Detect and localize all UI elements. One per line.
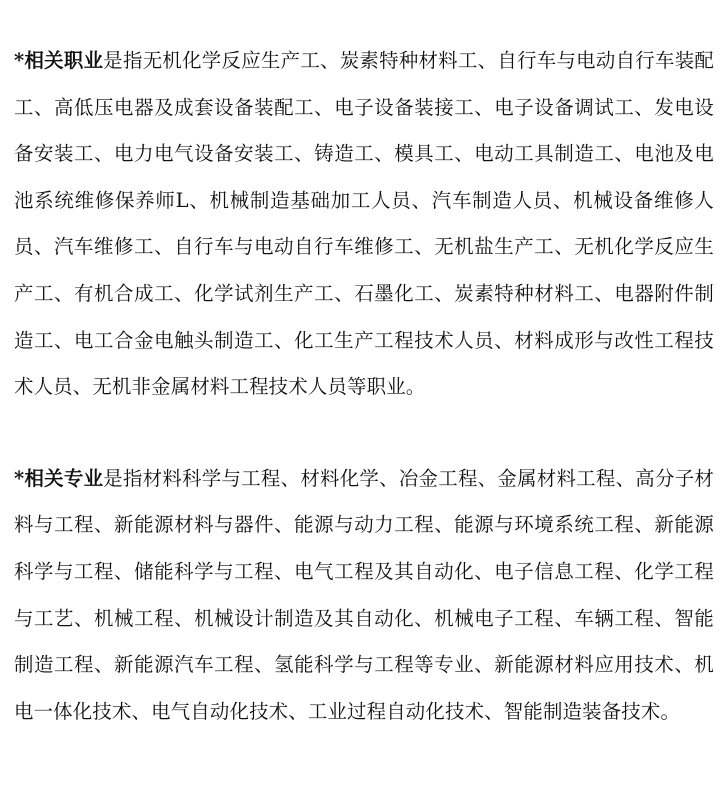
occupations-text: 是指无机化学反应生产工、炭素特种材料工、自行车与电动自行车装配工、高低压电器及成套设备装配工、电子设备装接工、电子设备调试工、发电设备安装工、电力电气设备安装工、铸造工、模具工、电动工具制造工、电池及电池系统维修保养师L、机械制造基础加工人员、汽车制造人员、机械设备维修人员、汽车维修工、自行车与电动自行车维修工、无机盐生产工、无机化学反应生产工、有机合成工、化学试剂生产工、石墨化工、炭素特种材料工、电器附件制造工、电工合金电触头制造工、化工生产工程技术人员、材料成形与改性工程技术人员、无机非金属材料工程技术人员等职业。 bbox=[14, 49, 714, 399]
section-heading-majors: 相关专业 bbox=[24, 466, 104, 490]
bullet-star: * bbox=[14, 49, 25, 72]
related-majors-paragraph bbox=[14, 456, 714, 736]
section-heading-occupations: 相关职业 bbox=[24, 49, 104, 72]
majors-text: 是指材料科学与工程、材料化学、冶金工程、金属材料工程、高分子材料与工程、新能源材料与器件、能源与动力工程、能源与环境系统工程、新能源科学与工程、储能科学与工程、电气工程及其自动化、电子信息工程、化学工程与工艺、机械工程、机械设计制造及其自动化、机械电子工程、车辆工程、智能制造工程、新能源汽车工程、氢能科学与工程等专业、新能源材料应用技术、机电一体化技术、电气自动化技术、工业过程自动化技术、智能制造装备技术。 bbox=[14, 466, 714, 723]
document-body bbox=[14, 38, 714, 735]
bullet-star: * bbox=[14, 466, 25, 490]
related-occupations-paragraph bbox=[14, 38, 714, 411]
